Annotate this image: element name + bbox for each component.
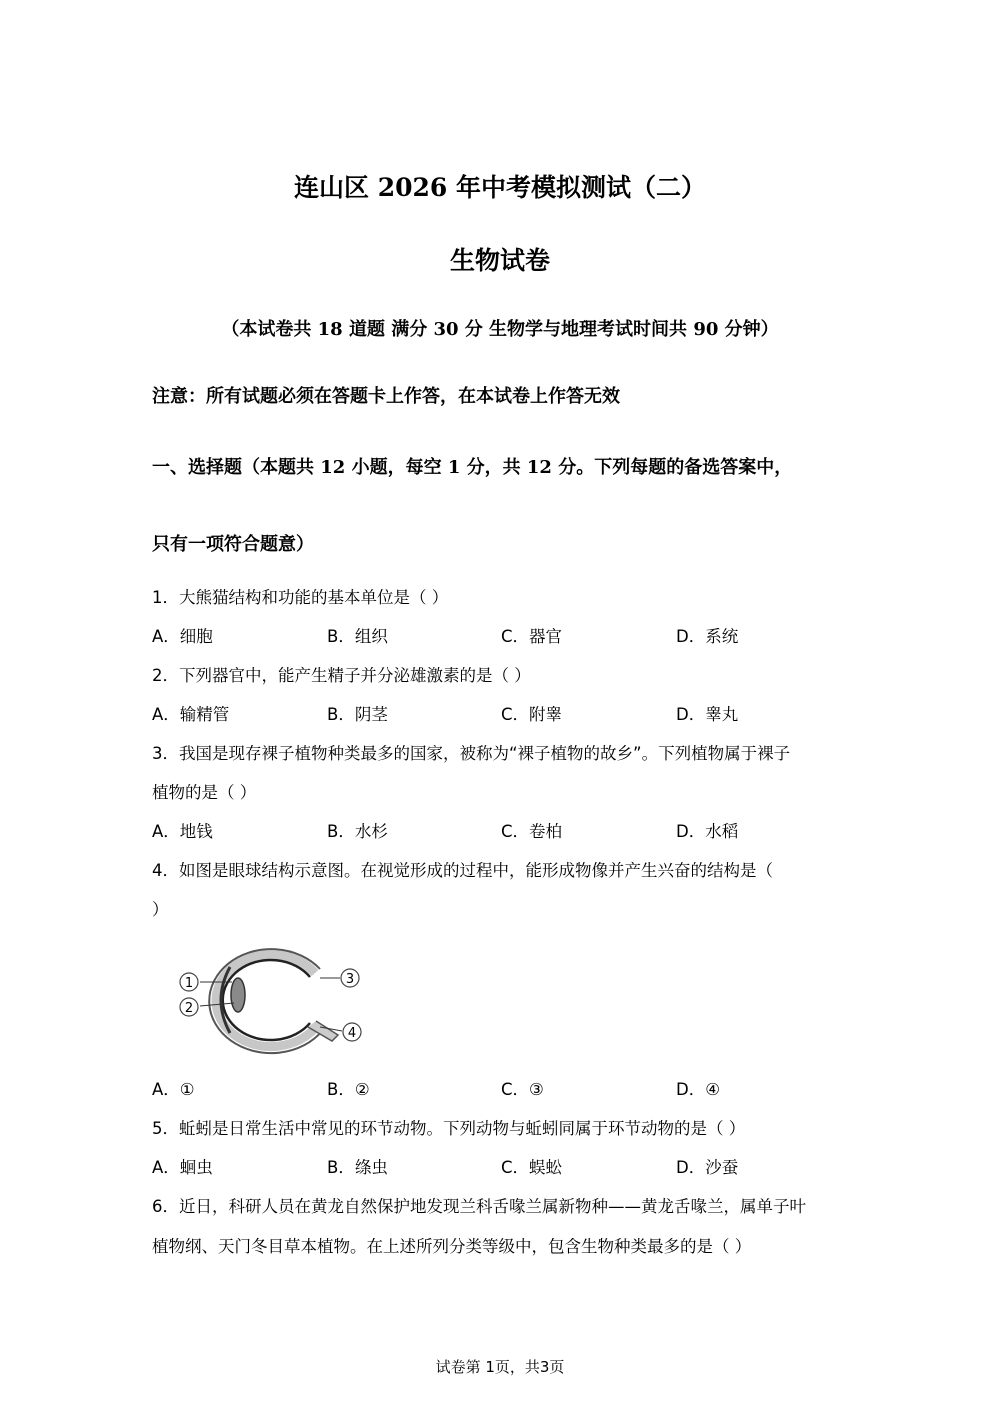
section-heading-line2: 只有一项符合题意） — [152, 534, 314, 555]
figure-label-1 — [180, 973, 198, 991]
question-1-option-d: D．系统 — [676, 627, 739, 646]
question-4-option-b: B．② — [327, 1080, 370, 1099]
question-1-option-b: B．组织 — [327, 627, 388, 646]
question-5-option-b: B．绦虫 — [327, 1158, 388, 1177]
question-6-line1: 6．近日，科研人员在黄龙自然保护地发现兰科舌喙兰属新物种——黄龙舌喙兰，属单子叶 — [152, 1197, 806, 1216]
question-3-option-d: D．水稻 — [676, 822, 739, 841]
question-2: 2．下列器官中，能产生精子并分泌雄激素的是（ ） — [152, 666, 531, 685]
question-2-option-d: D．睾丸 — [676, 705, 739, 724]
question-3-option-c: C．卷柏 — [501, 822, 563, 841]
question-3-option-b: B．水杉 — [327, 822, 388, 841]
question-4-option-c: C．③ — [501, 1080, 544, 1099]
question-1-option-a: A．细胞 — [152, 627, 213, 646]
svg-text:4: 4 — [347, 1026, 357, 1041]
question-5-option-c: C．蜈蚣 — [501, 1158, 563, 1177]
question-1-option-c: C．器官 — [501, 627, 563, 646]
exam-title: 连山区 2026 年中考模拟测试（二） — [294, 173, 706, 202]
figure-label-4 — [343, 1023, 361, 1041]
question-3-line1: 3．我国是现存裸子植物种类最多的国家，被称为“裸子植物的故乡”。下列植物属于裸子 — [152, 744, 791, 763]
exam-info: （本试卷共 18 道题 满分 30 分 生物学与地理考试时间共 90 分钟） — [221, 319, 779, 340]
question-5: 5．蚯蚓是日常生活中常见的环节动物。下列动物与蚯蚓同属于环节动物的是（ ） — [152, 1119, 746, 1138]
question-6-line2: 植物纲、天门冬目草本植物。在上述所列分类等级中，包含生物种类最多的是（ ） — [152, 1237, 752, 1256]
question-3-line2: 植物的是（ ） — [152, 783, 257, 802]
question-3-option-a: A．地钱 — [152, 822, 213, 841]
question-5-option-a: A．蛔虫 — [152, 1158, 213, 1177]
svg-text:2: 2 — [184, 1001, 194, 1016]
page-footer: 试卷第 1页，共3页 — [435, 1358, 565, 1376]
notice: 注意：所有试题必须在答题卡上作答，在本试卷上作答无效 — [152, 386, 620, 407]
svg-text:3: 3 — [345, 972, 355, 987]
question-4-option-d: D．④ — [676, 1080, 720, 1099]
svg-text:1: 1 — [184, 976, 194, 991]
question-5-option-d: D．沙蚕 — [676, 1158, 739, 1177]
question-2-option-c: C．附睾 — [501, 705, 563, 724]
question-1: 1．大熊猫结构和功能的基本单位是（ ） — [152, 588, 449, 607]
question-4-line1: 4．如图是眼球结构示意图。在视觉形成的过程中，能形成物像并产生兴奋的结构是（ — [152, 861, 773, 880]
question-4-line2: ） — [152, 900, 169, 919]
question-2-option-a: A．输精管 — [152, 705, 230, 724]
figure-label-3 — [341, 969, 359, 987]
figure-label-2 — [180, 998, 198, 1016]
section-heading-line1: 一、选择题（本题共 12 小题，每空 1 分，共 12 分。下列每题的备选答案中， — [152, 457, 793, 478]
question-4-option-a: A．① — [152, 1080, 195, 1099]
eyeball-diagram — [170, 935, 370, 1055]
question-2-option-b: B．阴茎 — [327, 705, 388, 724]
exam-subtitle: 生物试卷 — [449, 246, 550, 275]
